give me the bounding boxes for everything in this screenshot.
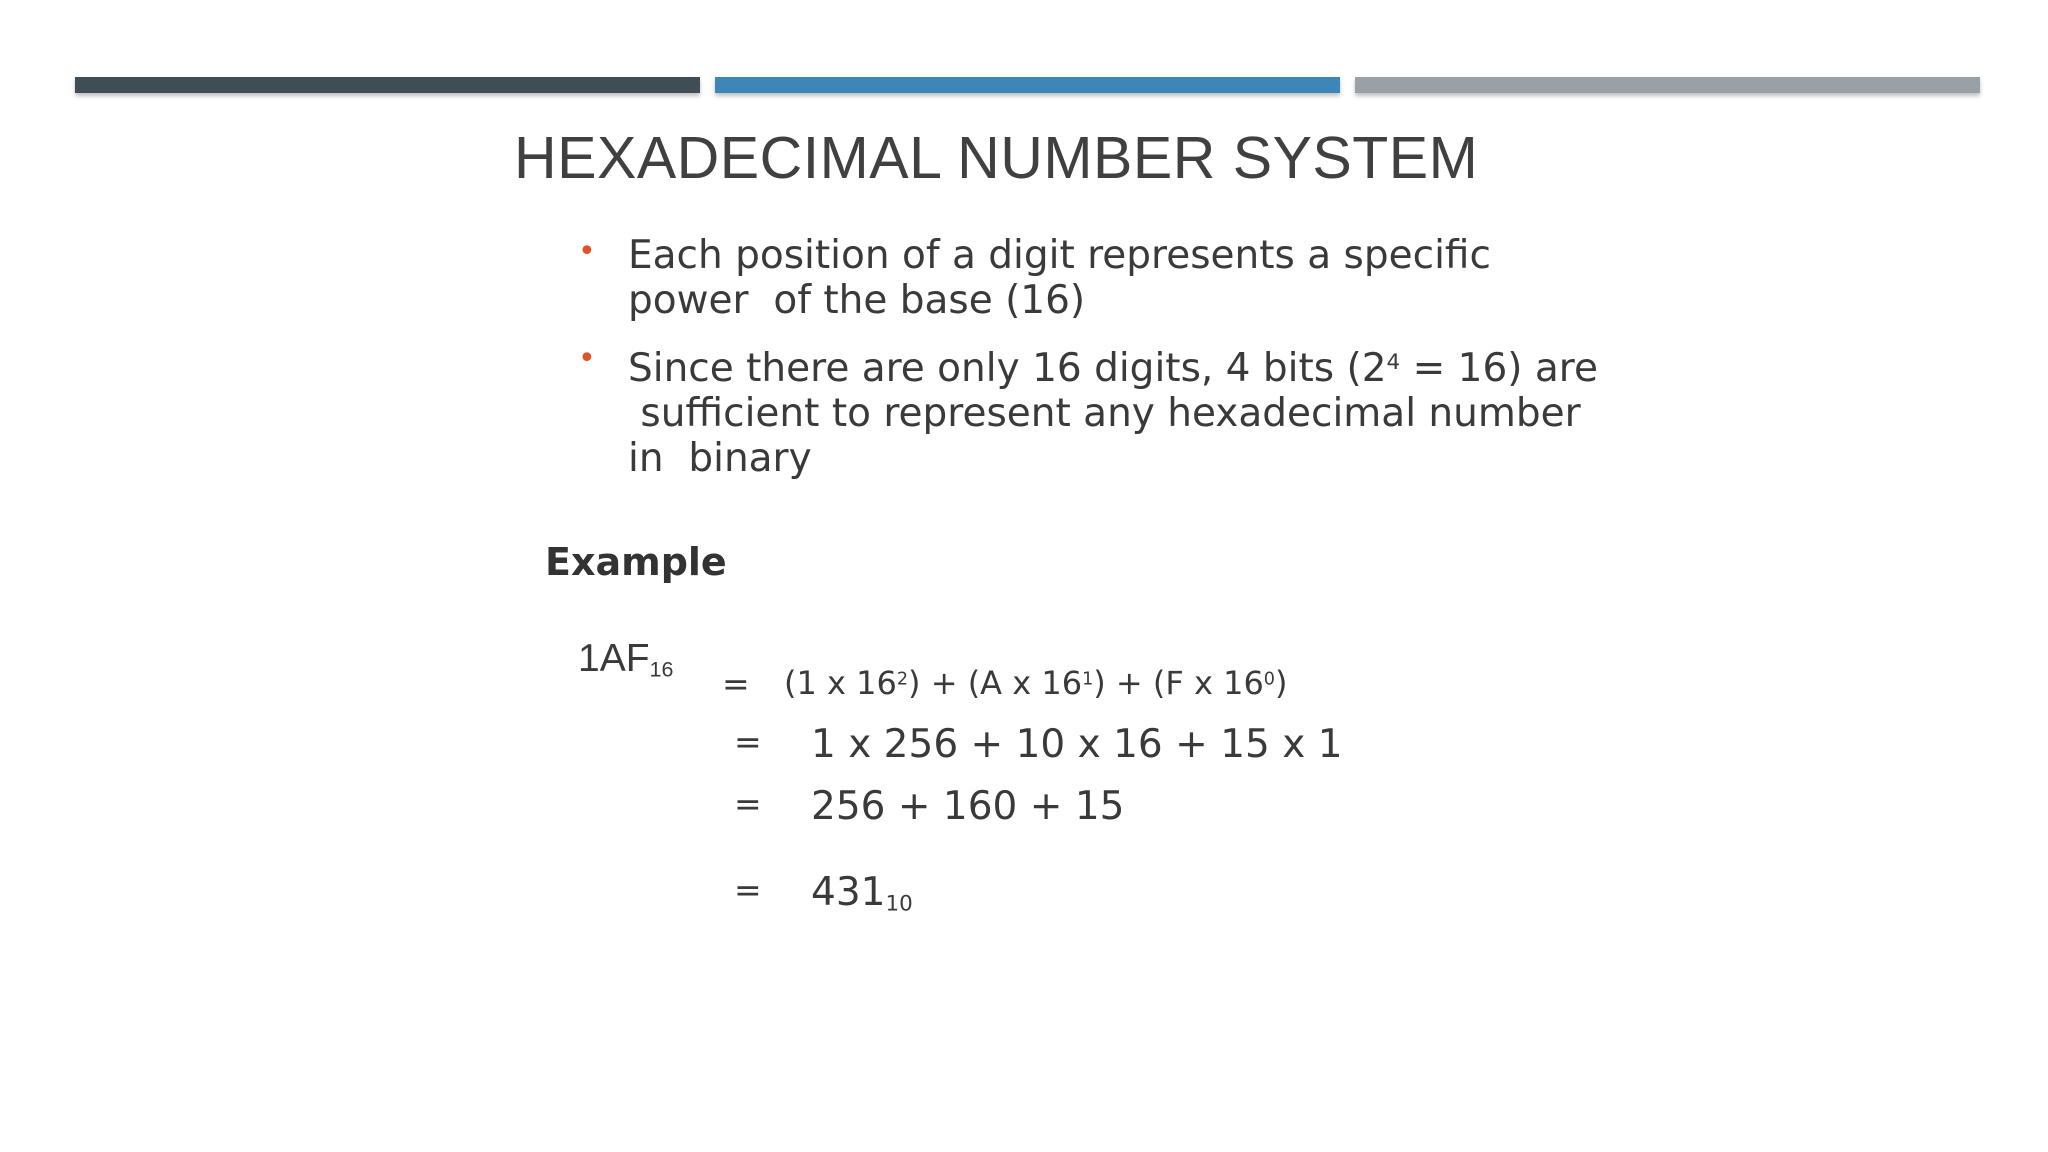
equals-sign: = bbox=[734, 870, 762, 909]
exponent: 4 bbox=[1386, 350, 1401, 375]
bullet-text-line: Since there are only 16 digits, 4 bits $(2^4 = 16)$ are bbox=[628, 345, 1598, 391]
example-lhs: $1AF_{16}$ bbox=[578, 637, 674, 682]
bullet-text-line: Each position of a digit represents a specific bbox=[628, 233, 1491, 278]
equals-sign: = bbox=[734, 722, 762, 761]
bullet-dot-icon: • bbox=[578, 234, 596, 269]
result-value: $431_{10}$ bbox=[811, 870, 913, 917]
bullet-text-line: power of the base (16) bbox=[628, 278, 1086, 323]
example-heading: Example bbox=[545, 540, 727, 584]
decorative-bar-gray bbox=[1355, 77, 1980, 93]
bullet-text-line: sufficient to represent any hexadecimal number bbox=[628, 390, 1581, 436]
product-expression: 1 x 256 + 10 x 16 + 15 x 1 bbox=[811, 722, 1343, 767]
bullet-list bbox=[578, 233, 1628, 498]
slide-title: HEXADECIMAL NUMBER SYSTEM bbox=[514, 125, 1479, 191]
sum-expression: 256 + 160 + 15 bbox=[811, 784, 1125, 829]
equals-sign: = bbox=[734, 784, 762, 823]
base-subscript: 10 bbox=[885, 891, 913, 917]
bullet-item bbox=[578, 233, 1628, 323]
bullet-item bbox=[578, 340, 1628, 481]
base-subscript: 16 bbox=[649, 657, 674, 682]
equals-sign: = bbox=[722, 664, 750, 703]
bullet-dot-icon: • bbox=[578, 341, 596, 376]
expansion-expression: (1 x $16^2) + (A$ x $16^1) + (F$ x $16^0$) bbox=[784, 664, 1288, 702]
decorative-bar-dark bbox=[75, 77, 700, 93]
decorative-bar-blue bbox=[715, 77, 1340, 93]
bullet-text-line: in binary bbox=[628, 435, 812, 481]
